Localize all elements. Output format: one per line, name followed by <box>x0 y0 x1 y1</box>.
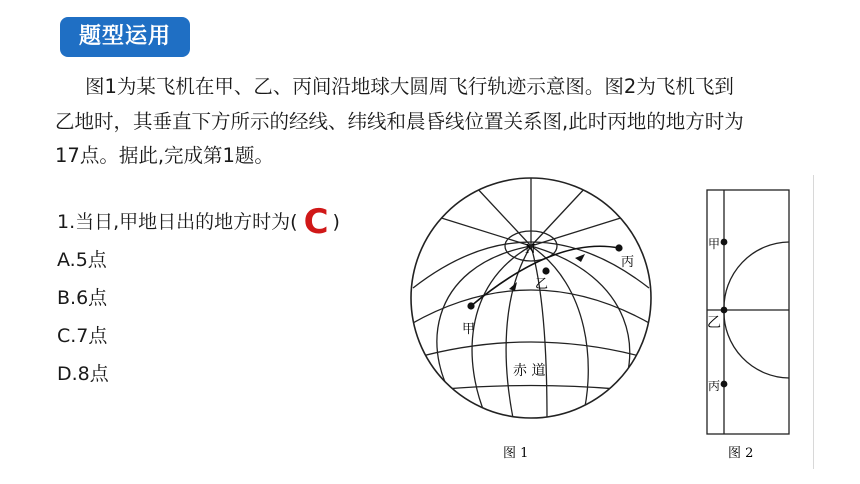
fig2-point-jia <box>721 239 728 246</box>
fig2-label-jia: 甲 <box>708 237 721 251</box>
question-stem <box>57 203 340 241</box>
figure-2-frame <box>707 190 789 434</box>
option-c[interactable]: C.7点 <box>57 325 108 347</box>
point-yi <box>542 267 549 274</box>
fig2-label-bing: 丙 <box>708 379 721 393</box>
section-tag: 题型运用 <box>60 17 190 57</box>
fig2-label-yi: 乙 <box>707 315 721 331</box>
answer-letter: C <box>303 202 329 242</box>
option-b[interactable]: B.6点 <box>57 287 108 309</box>
question-text: 1.当日,甲地日出的地方时为( <box>57 211 298 233</box>
intro-line-2: 乙地时，其垂直下方所示的经线、纬线和晨昏线位置关系图,此时丙地的地方时为 <box>55 109 744 133</box>
question-close: ) <box>332 211 340 233</box>
fig2-point-bing <box>721 381 728 388</box>
figure-1-caption: 图 1 <box>503 446 529 461</box>
label-jia: 甲 <box>462 322 476 337</box>
fig2-point-yi <box>721 307 728 314</box>
point-jia <box>467 302 474 309</box>
point-bing <box>615 244 622 251</box>
intro-paragraph <box>55 70 830 174</box>
label-yi: 乙 <box>535 277 549 292</box>
question-block <box>57 203 340 393</box>
intro-line-1: 图1为某飞机在甲、乙、丙间沿地球大圆周飞行轨迹示意图。图2为飞机飞到 <box>85 75 734 98</box>
divider-line <box>813 175 814 469</box>
option-d[interactable]: D.8点 <box>57 363 109 385</box>
figure-2-caption: 图 2 <box>728 446 754 461</box>
equator-label: 赤 道 <box>513 363 546 379</box>
label-bing: 丙 <box>621 255 635 270</box>
intro-line-3: 17点。据此,完成第1题。 <box>55 144 274 167</box>
figure-1-globe <box>405 176 665 466</box>
north-label: N <box>525 242 536 256</box>
option-a[interactable]: A.5点 <box>57 249 107 271</box>
figure-2-diagram <box>695 186 805 468</box>
